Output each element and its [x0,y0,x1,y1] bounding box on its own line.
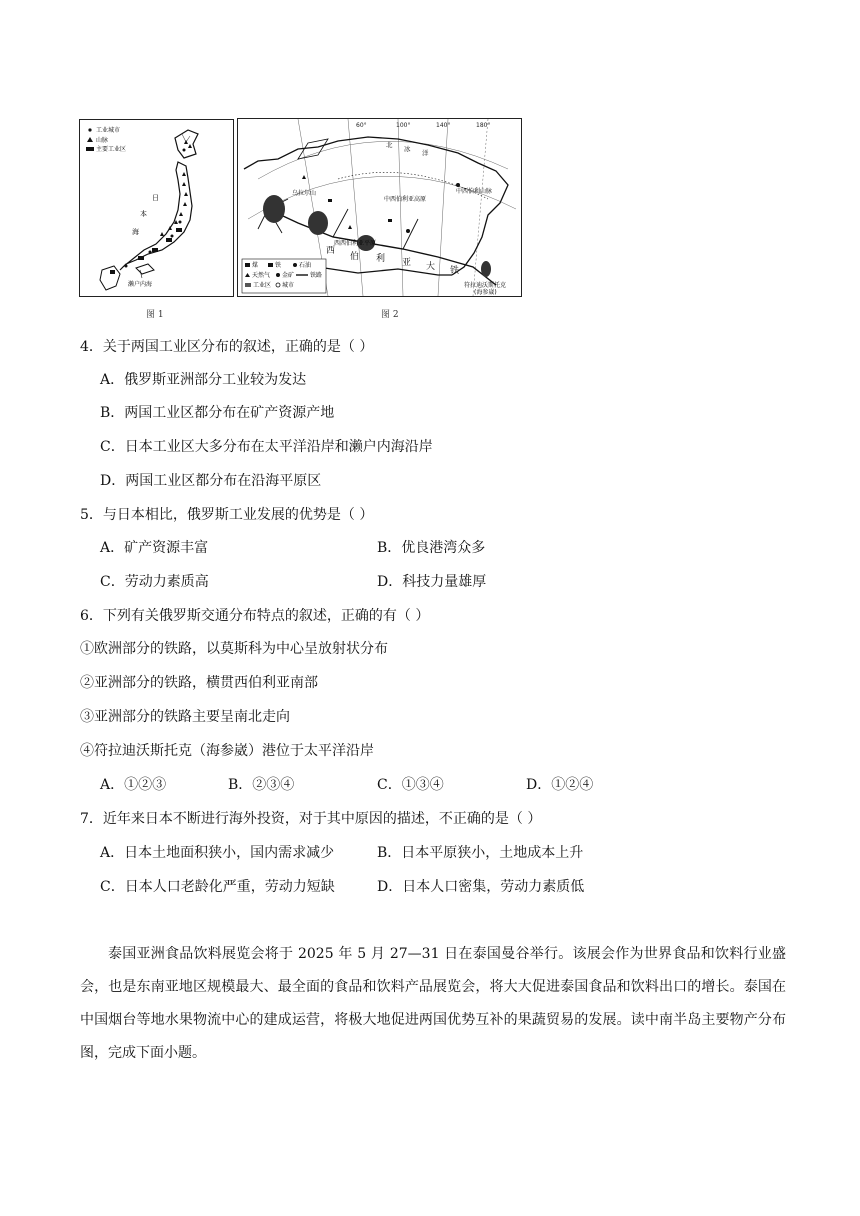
question-6-statement-2: ②亚洲部分的铁路，横贯西伯利亚南部 [80,675,318,691]
question-7-option-c[interactable]: C．日本人口老龄化严重，劳动力短缺 [100,879,335,895]
fig1-legend [86,126,126,153]
question-5-option-d[interactable]: D．科技力量雄厚 [377,574,487,590]
label-li: 利 [376,254,386,264]
russia-map-svg [238,119,521,296]
question-7-option-b[interactable]: B．日本平原狭小，土地成本上升 [377,845,584,861]
legend-mountain: 山脉 [96,137,109,144]
label-vladivostok: 符拉迪沃斯托克 [464,282,507,289]
legend-city: 城市 [282,282,295,289]
legend-iron: 铁 [275,262,282,269]
label-bo: 伯 [350,252,360,262]
tick-180: 180° [476,122,491,129]
question-5-stem: 5．与日本相比，俄罗斯工业发展的优势是（ ） [80,507,374,523]
question-6-statement-1: ①欧洲部分的铁路，以莫斯科为中心呈放射状分布 [80,641,388,657]
question-5-option-b[interactable]: B．优良港湾众多 [377,540,486,556]
question-4-option-c[interactable]: C．日本工业区大多分布在太平洋沿岸和濑户内海沿岸 [100,439,433,455]
legend-industrial-zone: 主要工业区 [96,146,127,153]
label-central-siberian-plateau: 中西伯利亚高原 [384,196,427,203]
question-6-statement-3: ③亚洲部分的铁路主要呈南北走向 [80,709,290,725]
label-hai: 海 [132,228,139,236]
question-4-option-a[interactable]: A．俄罗斯亚洲部分工业较为发达 [100,372,307,388]
label-seto-inland-sea: 濑户内海 [128,281,153,288]
legend-oil: 石油 [299,262,312,269]
figure-2-russia-map [237,118,522,297]
question-6-option-d[interactable]: D．①②④ [526,777,594,793]
question-5-option-c[interactable]: C．劳动力素质高 [100,574,209,590]
label-yang: 洋 [422,149,429,157]
japan-map-svg [80,120,233,296]
question-4-option-d[interactable]: D．两国工业区都分布在沿海平原区 [100,473,322,489]
question-4-option-b[interactable]: B．两国工业区都分布在矿产资源产地 [100,405,335,421]
question-6-option-c[interactable]: C．①③④ [377,777,444,793]
question-6-statement-4: ④符拉迪沃斯托克（海参崴）港位于太平洋沿岸 [80,743,374,759]
label-bei: 北 [386,141,393,149]
question-7-option-d[interactable]: D．日本人口密集，劳动力素质低 [377,879,585,895]
label-da: 大 [426,262,436,272]
question-4-stem: 4．关于两国工业区分布的叙述，正确的是（ ） [80,339,374,355]
figure-2-caption: 图 2 [381,310,399,320]
label-ben: 本 [140,210,147,218]
tick-100: 100° [396,122,411,129]
question-7-stem: 7．近年来日本不断进行海外投资，对于其中原因的描述，不正确的是（ ） [80,811,542,827]
figure-1-japan-map [79,119,234,297]
tick-60: 60° [356,122,367,129]
legend-industrial-city: 工业城市 [96,127,121,134]
figure-1-caption: 图 1 [146,310,164,320]
fig2-legend [242,259,326,293]
fig1-mountains [160,140,192,236]
label-bing: 冰 [404,145,411,153]
label-ural-mountains: 乌拉尔山 [292,190,317,197]
reading-passage [80,938,786,1070]
legend-industrial-zone: 工业区 [253,282,272,289]
question-6-option-b[interactable]: B．②③④ [228,777,295,793]
label-ri: 日 [152,194,159,202]
legend-gas: 天然气 [252,272,271,279]
label-haishenwai: (海参崴) [474,289,497,296]
question-6-option-a[interactable]: A．①②③ [100,777,167,793]
tick-140: 140° [436,122,451,129]
label-tie: 铁 [450,266,460,276]
question-7-option-a[interactable]: A．日本土地面积狭小，国内需求减少 [100,845,335,861]
label-west-siberian-plain: 西西伯利亚平原 [334,240,377,247]
label-central-siberian-mountains: 中西伯利山脉 [456,188,493,195]
legend-railway: 铁路 [310,272,323,279]
question-5-option-a[interactable]: A．矿产资源丰富 [100,540,209,556]
label-ya: 亚 [402,258,412,268]
legend-gold: 金矿 [282,272,295,279]
legend-coal: 煤 [252,262,259,269]
passage-paragraph: 泰国亚洲食品饮料展览会将于 2025 年 5 月 27—31 日在泰国曼谷举行。该展会作为世界食品和饮料行业盛会，也是东南亚地区规模最大、最全面的食品和饮料产品展览会，将大大促进泰国食品和饮料出口的增长。泰国在中国烟台等地水果物流中心的建成运营，将极大地促进两国优势互补的果蔬贸易的发展。读中南半岛主要物产分布图，完成下面小题。 [80,946,786,1061]
question-6-stem: 6．下列有关俄罗斯交通分布特点的叙述，正确的有（ ） [80,608,430,624]
label-xi: 西 [326,246,336,256]
